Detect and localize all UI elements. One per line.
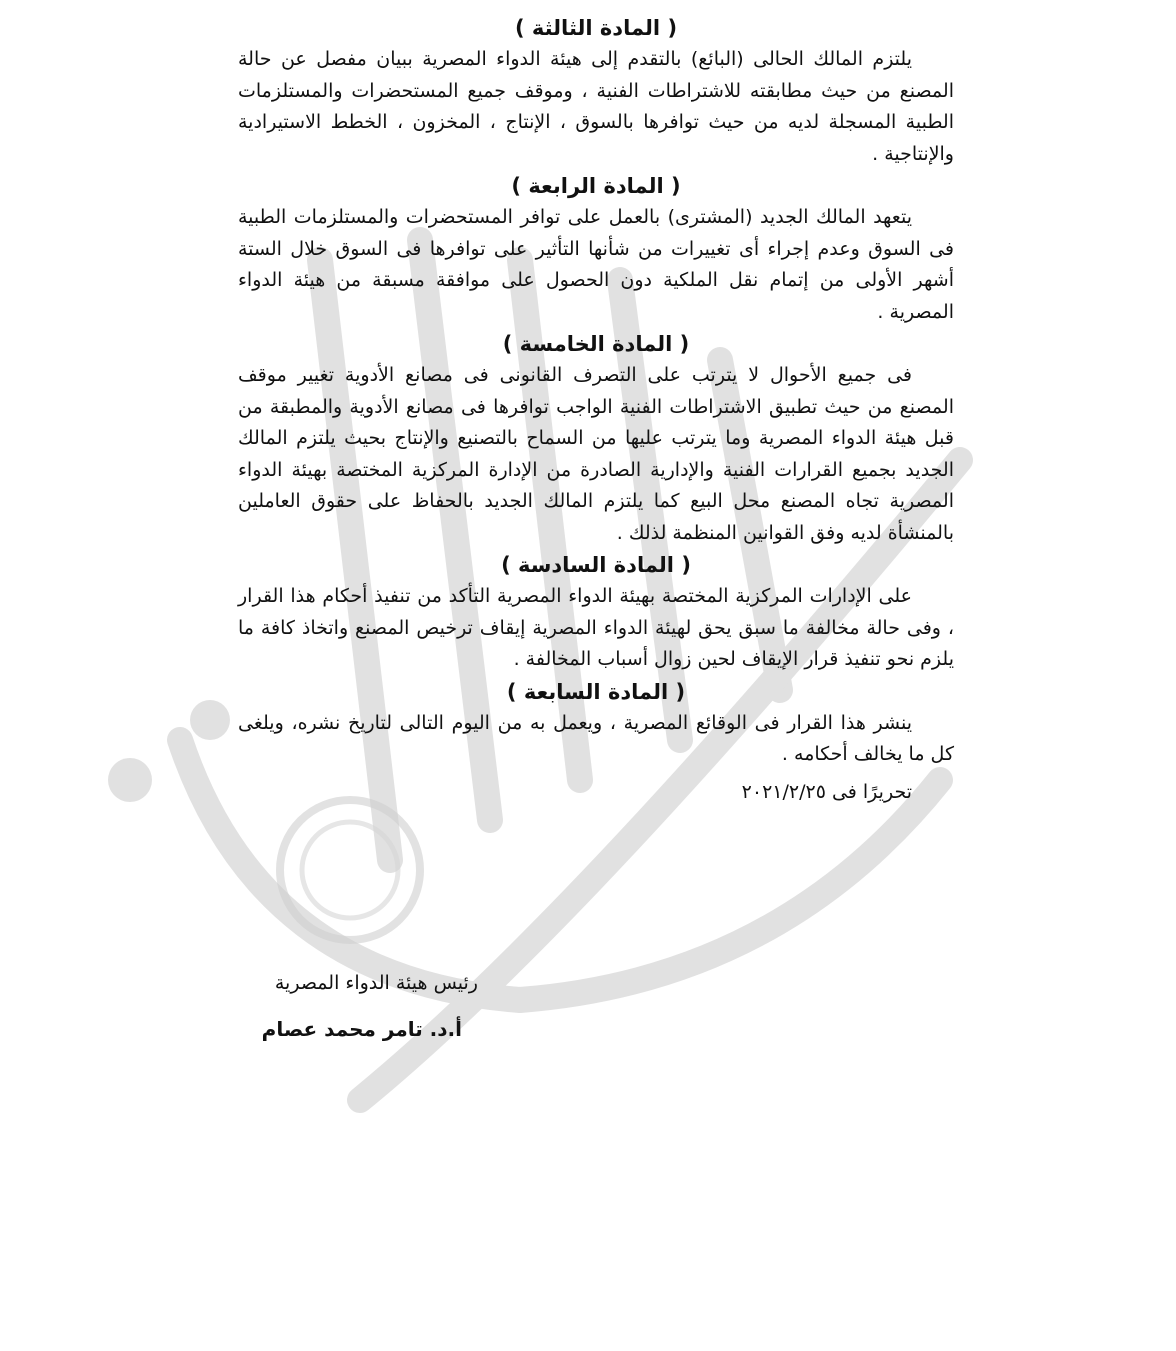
article-text: يتعهد المالك الجديد (المشترى) بالعمل على توافر المستحضرات والمستلزمات الطبية فى السوق وعدم إجراء أى تغييرات من شأنها التأثير على توافرها فى السوق خلال الستة أشهر الأولى من إتمام نقل الملكية دون الحصول على موافقة مسبقة من هيئة الدواء المصرية . [238, 206, 954, 323]
signature-block [238, 968, 478, 1046]
article-4 [238, 170, 954, 328]
signatory-name: أ.د. تامر محمد عصام [261, 1017, 462, 1041]
article-6 [238, 549, 954, 676]
article-7 [238, 676, 954, 771]
article-3 [238, 12, 954, 170]
article-heading: ( المادة الرابعة ) [511, 174, 681, 198]
article-text: فى جميع الأحوال لا يترتب على التصرف القانونى فى مصانع الأدوية تغيير موقف المصنع من حيث تطبيق الاشتراطات الفنية الواجب توافرها فى مصانع الأدوية والمطبقة من قبل هيئة الدواء المصرية وما يترتب عليها من السماح بالتصنيع والإنتاج بحيث يلتزم المالك الجديد بجميع القرارات الفنية والإدارية الصادرة من الإدارة المركزية المختصة بهيئة الدواء المصرية تجاه المصنع محل البيع كما يلتزم المالك الجديد بالحفاظ على حقوق العاملين بالمنشأة لديه وفق القوانين المنظمة لذلك . [238, 364, 954, 544]
article-text: يلتزم المالك الحالى (البائع) بالتقدم إلى هيئة الدواء المصرية ببيان مفصل عن حالة المصنع من حيث مطابقته للاشتراطات الفنية ، وموقف جميع المستحضرات والمستلزمات الطبية المسجلة لديه من حيث توافرها بالسوق ، الإنتاج ، المخزون ، الخطط الاستيرادية والإنتاجية . [238, 48, 954, 165]
article-heading: ( المادة الخامسة ) [502, 332, 690, 356]
article-5 [238, 328, 954, 549]
article-heading: ( المادة الثالثة ) [514, 16, 678, 40]
article-heading: ( المادة السادسة ) [501, 553, 691, 577]
article-text: ينشر هذا القرار فى الوقائع المصرية ، ويعمل به من اليوم التالى لتاريخ نشره، ويلغى كل ما يخالف أحكامه . [238, 711, 954, 765]
document-body [238, 12, 954, 807]
article-text: على الإدارات المركزية المختصة بهيئة الدواء المصرية التأكد من تنفيذ أحكام هذا القرار ، وفى حالة مخالفة ما سبق يحق لهيئة الدواء المصرية إيقاف ترخيص المصنع واتخاذ كافة ما يلزم نحو تنفيذ قرار الإيقاف لحين زوال أسباب المخالفة . [238, 585, 954, 670]
article-heading: ( المادة السابعة ) [506, 679, 686, 704]
signatory-title: رئيس هيئة الدواء المصرية [274, 972, 478, 994]
issue-date: تحريرًا فى ٢٠٢١/٢/٢٥ [741, 780, 912, 803]
